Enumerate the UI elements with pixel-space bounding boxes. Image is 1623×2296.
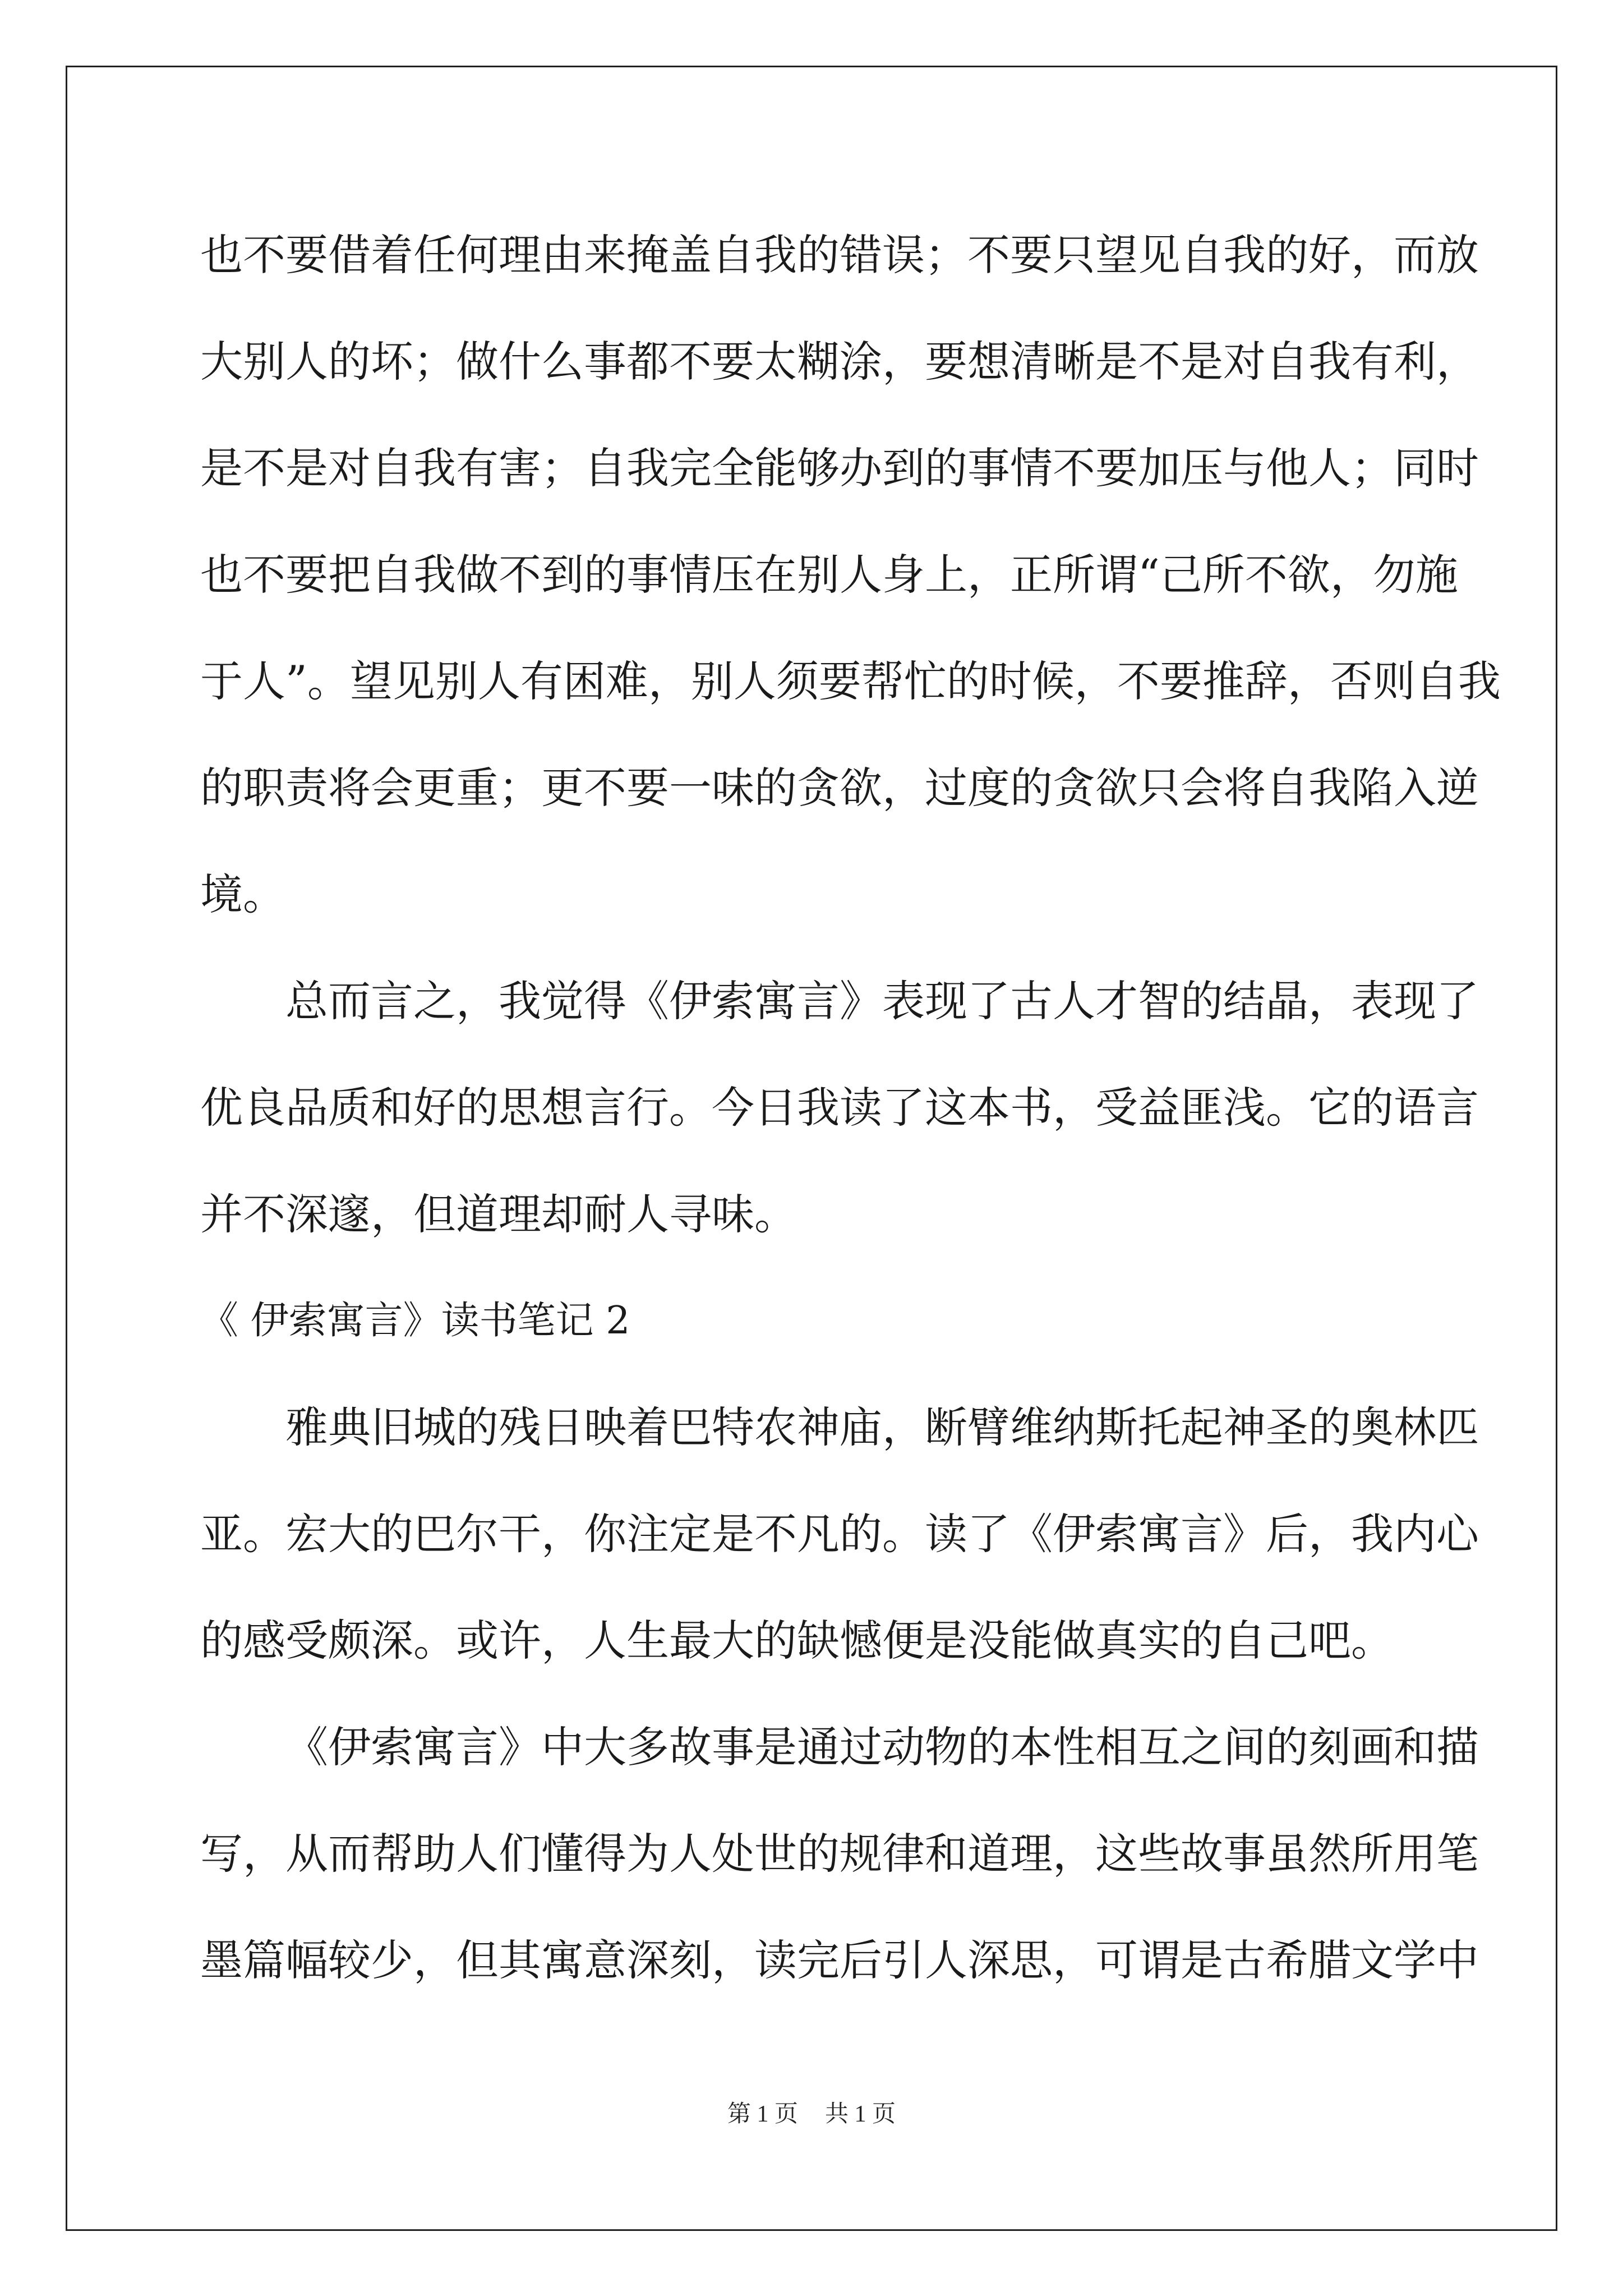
- text-line: 总而言之，我觉得《伊索寓言》表现了古人才智的结晶，表现了: [285, 976, 1479, 1026]
- text-line: 优良品质和好的思想言行。今日我读了这本书，受益匪浅。它的语言: [200, 1083, 1479, 1133]
- paragraph-3: [200, 1386, 1479, 1705]
- text-line: 的职责将会更重；更不要一味的贪欲，过度的贪欲只会将自我陷入逆: [200, 763, 1479, 813]
- text-line: 并不深邃，但道理却耐人寻味。: [200, 1189, 797, 1239]
- text-line: 写，从而帮助人们懂得为人处世的规律和道理，这些故事虽然所用笔: [200, 1829, 1479, 1879]
- text-line: 是不是对自我有害；自我完全能够办到的事情不要加压与他人；同时: [200, 443, 1479, 493]
- paragraph-2: [200, 959, 1479, 1279]
- text-line: 墨篇幅较少，但其寓意深刻，读完后引人深思，可谓是古希腊文学中: [200, 1935, 1479, 1985]
- page-total: 共 1 页: [825, 2101, 896, 2127]
- text-line: 大别人的坏；做什么事都不要太糊涂，要想清晰是不是对自我有利，: [200, 337, 1479, 386]
- text-line: 亚。宏大的巴尔干，你注定是不凡的。读了《伊索寓言》后，我内心: [200, 1509, 1479, 1559]
- document-body: [200, 213, 1501, 2025]
- page-number: 第 1 页: [727, 2101, 798, 2127]
- text-line: 于人”。望见别人有困难，别人须要帮忙的时候，不要推辞，否则自我: [200, 656, 1501, 706]
- text-line: 雅典旧城的残日映着巴特农神庙，断臂维纳斯托起神圣的奥林匹: [285, 1402, 1479, 1452]
- text-line: 也不要借着任何理由来掩盖自我的错误；不要只望见自我的好，而放: [200, 230, 1479, 280]
- text-line: 的感受颇深。或许，人生最大的缺憾便是没能做真实的自己吧。: [200, 1616, 1394, 1665]
- section-heading: 《 伊索寓言》读书笔记 2: [200, 1299, 630, 1343]
- text-line: 境。: [200, 869, 285, 919]
- text-line: 也不要把自我做不到的事情压在别人身上，正所谓“己所不欲，勿施: [200, 550, 1458, 600]
- text-line: 《伊索寓言》中大多故事是通过动物的本性相互之间的刻画和描: [285, 1722, 1479, 1772]
- paragraph-4: [200, 1705, 1479, 2025]
- paragraph-1: [200, 213, 1501, 959]
- page-footer: [0, 2095, 1623, 2129]
